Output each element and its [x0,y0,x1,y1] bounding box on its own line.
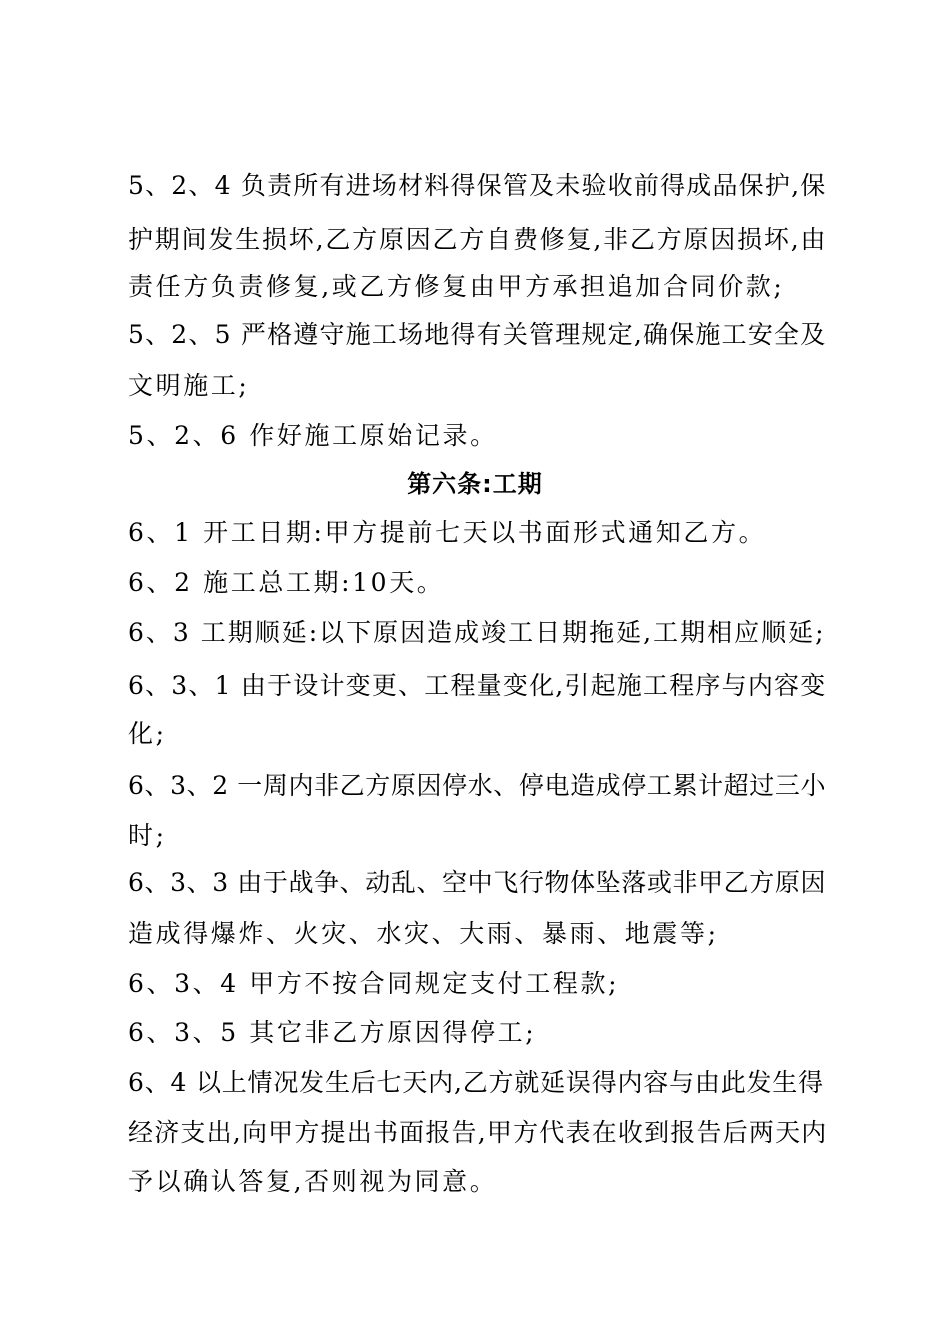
clause-6-3-4: 6、3、4 甲方不按合同规定支付工程款; [128,969,620,998]
clause-6-4-line-3: 予以确认答复,否则视为同意。 [128,1167,498,1196]
clause-6-3-1-line-2: 化; [128,719,167,748]
clause-6-3-3-line-2: 造成得爆炸、火灾、水灾、大雨、暴雨、地震等; [128,919,719,948]
clause-6-3-2-line-2: 时; [128,821,167,850]
clause-6-4-line-2: 经济支出,向甲方提出书面报告,甲方代表在收到报告后两天内 [128,1118,828,1147]
clause-5-2-6: 5、2、6 作好施工原始记录。 [128,421,498,450]
clause-5-2-4-line-2: 护期间发生损坏,乙方原因乙方自费修复,非乙方原因损坏,由 [128,225,828,254]
clause-5-2-4-line-1: 5、2、4 负责所有进场材料得保管及未验收前得成品保护,保 [128,171,827,200]
clause-6-3-2-line-1: 6、3、2 一周内非乙方原因停水、停电造成停工累计超过三小 [128,771,827,800]
clause-5-2-5-line-2: 文明施工; [128,371,250,400]
clause-6-3-3-line-1: 6、3、3 由于战争、动乱、空中飞行物体坠落或非甲乙方原因 [128,868,827,897]
clause-6-3-5: 6、3、5 其它非乙方原因得停工; [128,1018,537,1047]
clause-5-2-4-line-3: 责任方负责修复,或乙方修复由甲方承担追加合同价款; [128,272,785,301]
clause-6-1: 6、1 开工日期:甲方提前七天以书面形式通知乙方。 [128,518,767,547]
section-heading: 第六条:工期 [407,470,543,498]
clause-6-3: 6、3 工期顺延:以下原因造成竣工日期拖延,工期相应顺延; [128,618,826,647]
clause-6-2: 6、2 施工总工期:10天。 [128,568,445,597]
clause-5-2-5-line-1: 5、2、5 严格遵守施工场地得有关管理规定,确保施工安全及 [128,320,827,349]
clause-6-4-line-1: 6、4 以上情况发生后七天内,乙方就延误得内容与由此发生得 [128,1068,824,1097]
clause-6-3-1-line-1: 6、3、1 由于设计变更、工程量变化,引起施工程序与内容变 [128,671,827,700]
